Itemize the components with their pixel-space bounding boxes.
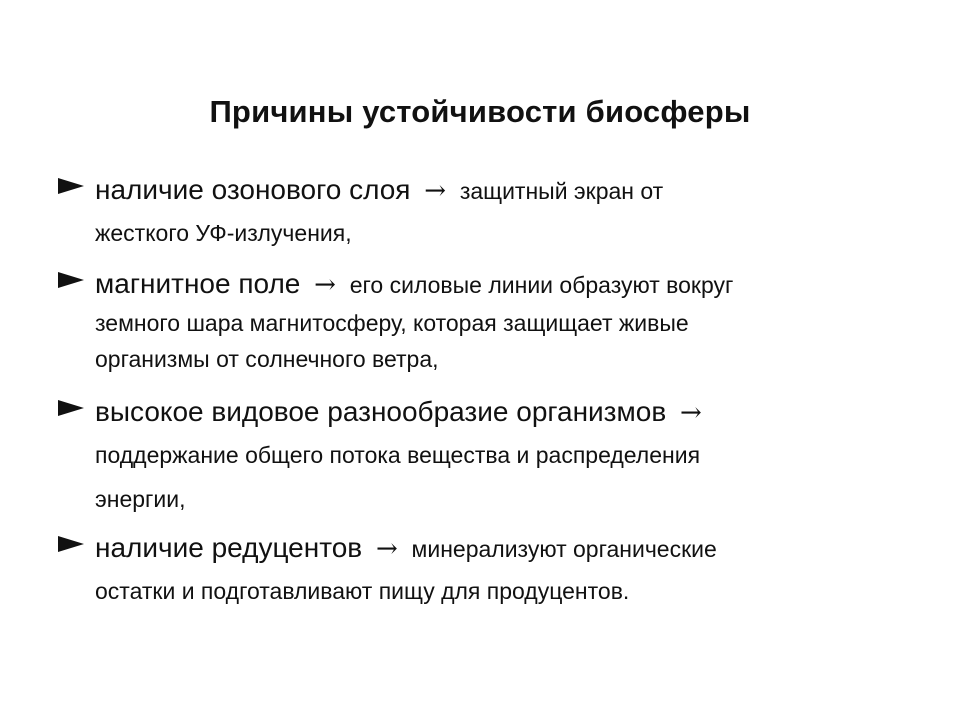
item-first-line: [95, 528, 918, 569]
list-item: [58, 528, 918, 613]
list-item: [58, 264, 918, 382]
item-main-text: магнитное поле: [95, 268, 301, 299]
item-continuation-line: остатки и подготавливают пищу для продуцентов.: [95, 578, 630, 604]
item-continuation-line: поддержание общего потока вещества и распределения: [95, 442, 701, 468]
item-first-line: [95, 264, 918, 305]
item-detail-text: минерализуют органические: [411, 536, 717, 562]
arrow-icon: →: [314, 270, 336, 300]
item-continuation-line: жесткого УФ-излучения,: [95, 220, 352, 246]
item-main-text: наличие озонового слоя: [95, 174, 411, 205]
list-item: [58, 170, 918, 254]
bullet-list: [58, 170, 918, 613]
arrow-icon: →: [424, 176, 447, 206]
triangle-bullet-icon: [58, 536, 84, 552]
item-continuation-line: земного шара магнитосферу, которая защищает живые: [95, 310, 689, 336]
list-item: [58, 392, 918, 518]
item-main-text: наличие редуцентов: [95, 532, 363, 563]
slide-title: Причины устойчивости биосферы: [209, 94, 751, 129]
triangle-bullet-icon: [58, 272, 84, 288]
arrow-icon: →: [375, 534, 398, 564]
triangle-bullet-icon: [58, 178, 84, 194]
triangle-bullet-icon: [58, 400, 84, 416]
item-detail-text: защитный экран от: [459, 178, 664, 204]
item-main-text: высокое видовое разнообразие организмов: [95, 396, 667, 427]
item-first-line: [95, 170, 918, 211]
item-detail-text: его силовые линии образуют вокруг: [349, 272, 734, 298]
item-continuation-line: организмы от солнечного ветра,: [95, 346, 439, 372]
item-first-line: [95, 392, 918, 433]
item-continuation-line: энергии,: [95, 486, 186, 512]
arrow-icon: →: [680, 398, 702, 428]
